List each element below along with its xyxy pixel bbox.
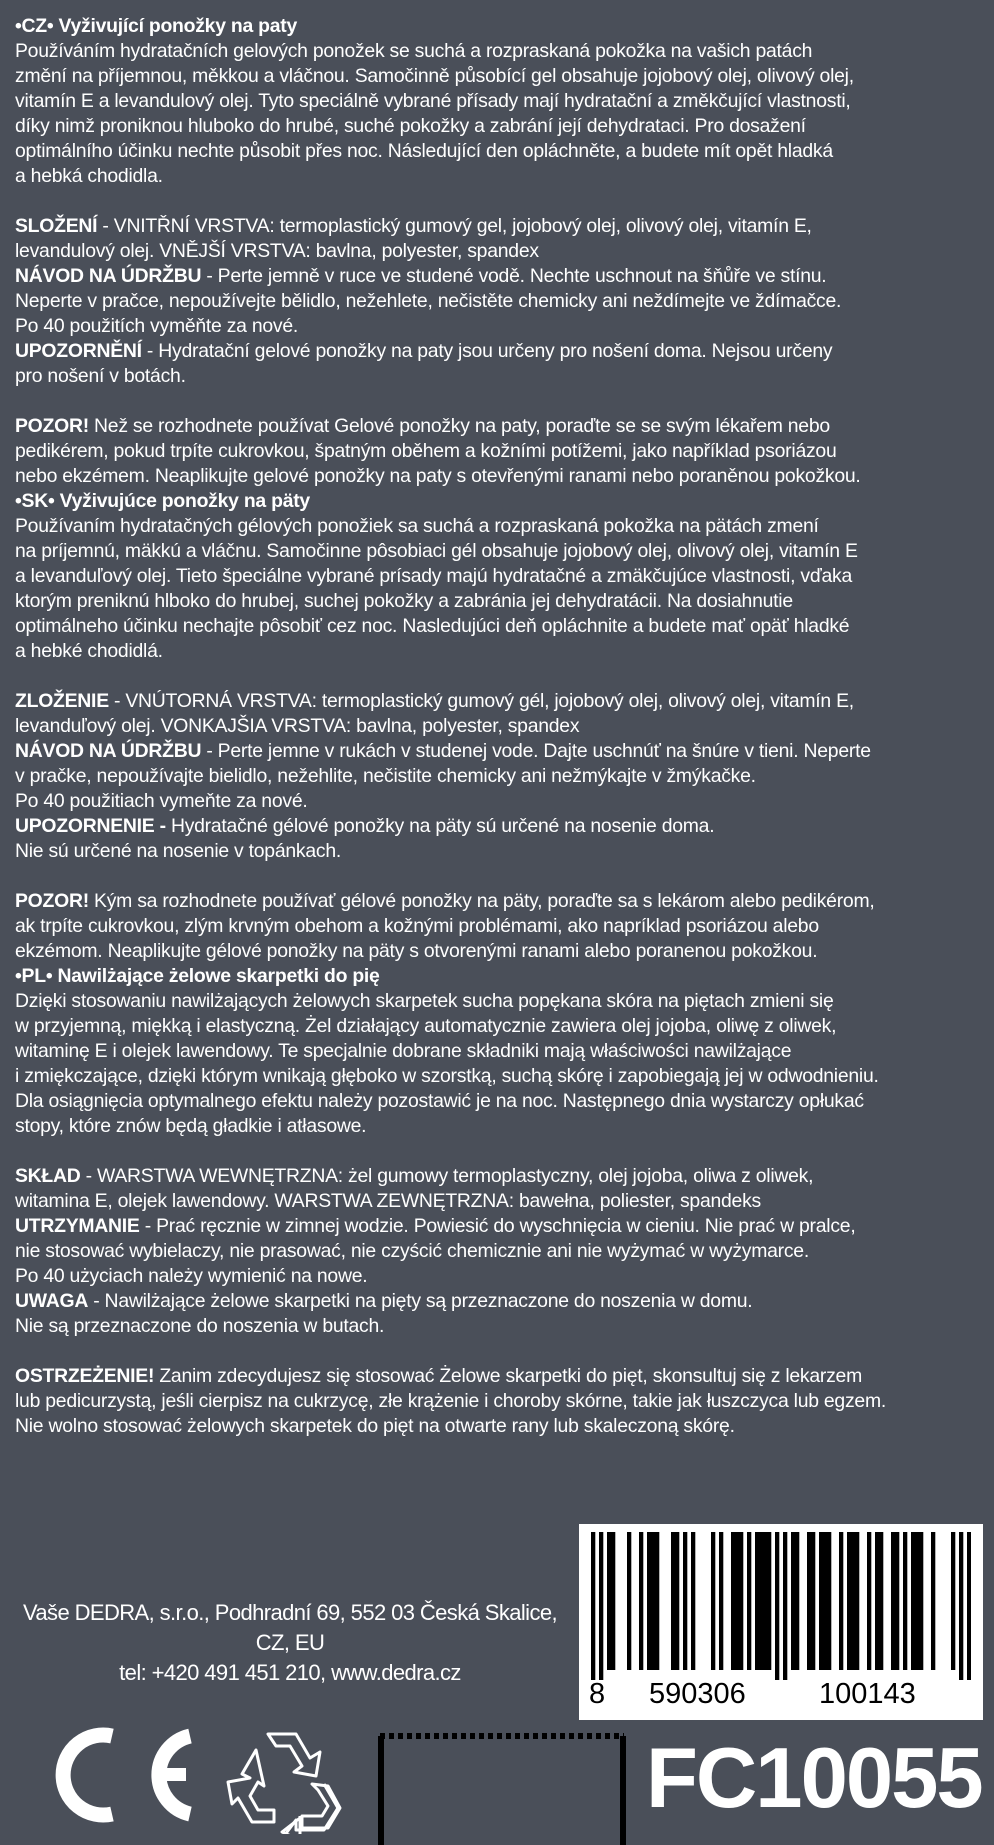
sk-composition-head: ZLOŽENIE [15,690,109,712]
ce-mark-icon [40,1720,200,1830]
pl-care-head: UTRZYMANIE [15,1215,140,1237]
barcode-bar [611,1532,615,1670]
cz-warning-head: POZOR! [15,415,89,437]
sk-warning: POZOR! Kým sa rozhodnete používať gélové ponožky na päty, poraďte sa s lekárom alebo pedikérom, ak trpíte cukrovkou, zlým krvným obehom a kožnými problémami, ako napríklad psoriázou alebo ekzémom. Neaplikujte gélové ponožky na päty s otvorenými ranami alebo poranenou pokožkou. [15,890,875,962]
pl-composition: SKŁAD - WARSTWA WEWNĘTRZNA: żel gumowy termoplastyczny, olej jojoba, oliwa z oliwek, witamina E, olejek lawendowy. WARSTWA ZEWNĘTRZNA: bawełna, poliester, spandeks [15,1165,814,1212]
barcode-bar [911,1532,915,1670]
barcode-bar [591,1532,595,1680]
barcode-bar [683,1532,687,1670]
barcode-bar [959,1532,963,1680]
barcode-bar [819,1532,823,1670]
cz-intro: Používáním hydratačních gelových ponožek se suchá a rozpraskaná pokožka na vašich patách změní na příjemnou, měkkou a vláčnou. Samočinně působící gel obsahuje jojobový olej, olivový olej, vitamín E a levandulový olej. Tyto speciálně vybrané přísady mají hydratační a změkčující vlastnosti, díky nimž proniknou hluboko do hrubé, suché pokožky a zabrání její dehydrataci. Pro dosažení optimálního účinku nechte působit přes noc. Následující den opláchněte, a budete mít opět hladká a hebká chodidla. [15,40,854,187]
pl-notice-head: UWAGA [15,1290,89,1312]
cz-care-head: NÁVOD NA ÚDRŽBU [15,265,202,287]
barcode-bar [759,1532,763,1670]
barcode-bar [811,1532,815,1670]
barcode [579,1524,983,1720]
barcode-bar [791,1532,795,1670]
barcode-bar [795,1532,799,1670]
barcode-bar [599,1532,603,1680]
pl-care: UTRZYMANIE - Prać ręcznie w zimnej wodzie. Powiesić do wyschnięcia w cieniu. Nie prać w pralce, nie stosować wybielaczy, nie prasować, nie czyścić chemicznie ani nie wyżymać w wyżymarce. Po 40 użyciach należy wymienić na nowe. [15,1215,856,1287]
sk-notice-head: UPOZORNENIE - [15,815,166,837]
barcode-bar [931,1532,935,1670]
barcode-bar [967,1532,971,1680]
barcode-bar [855,1532,859,1670]
barcode-bar [675,1532,679,1670]
dotted-frame-icon [378,1732,626,1845]
barcode-left-digits: 590306 [649,1678,746,1710]
sk-intro: Používaním hydratačných gélových ponožiek sa suchá a rozpraskaná pokožka na pätách zmení na príjemnú, mäkkú a vláčnu. Samočinne pôsobiaci gél obsahuje jojobový olej, olivový olej, vitamín E a levanduľový olej. Tieto špeciálne vybrané prísady majú hydratačné a zmäkčujúce vlastnosti, vďaka ktorým preniknú hlboko do hrubej, suchej pokožky a zabránia jej dehydratácii. Na dosiahnutie optimálneho účinku nechajte pôsobiť cez noc. Nasledujúci deň opláchnite a budete mať opäť hladké a hebké chodidlá. [15,515,858,662]
barcode-bar [891,1532,895,1670]
cz-composition: SLOŽENÍ - VNITŘNÍ VRSTVA: termoplastický gumový gel, jojobový olej, olivový olej, vitamín E, levandulový olej. VNĚJŠÍ VRSTVA: bavlna, polyester, spandex [15,215,812,262]
recycle-icon [224,1724,344,1834]
barcode-bar [775,1532,779,1680]
sk-warning-head: POZOR! [15,890,89,912]
barcode-bar [767,1532,771,1670]
pl-title: •PL• Nawilżające żelowe skarpetki do pię [15,965,380,987]
barcode-bar [895,1532,899,1670]
address-line-2: tel: +420 491 451 210, www.dedra.cz [119,1660,461,1685]
barcode-bar [711,1532,715,1670]
cz-notice: UPOZORNĚNÍ - Hydratační gelové ponožky na paty jsou určeny pro nošení doma. Nejsou určeny pro nošení v botách. [15,340,833,387]
barcode-bar [807,1532,811,1670]
barcode-bar [915,1532,919,1670]
pl-intro: Dzięki stosowaniu nawilżających żelowych skarpetek sucha popękana skóra na piętach zmieni się w przyjemną, miękką i elastyczną. Żel działający automatycznie zawiera olej jojoba, oliwę z oliwek, witaminę E i olejek lawendowy. Te specjalnie dobrane składniki mają właściwości nawilżające i zmiękczające, dzięki którym wnikają głęboko w szorstką, suchą skórę i zapobiegają jej w odwodnieniu. Dla osiągnięcia optymalnego efektu należy pozostawić je na noc. Następnego dnia wystarczy opłukać stopy, które znów będą gładkie i atłasowe. [15,990,879,1137]
cz-care: NÁVOD NA ÚDRŽBU - Perte jemně v ruce ve studené vodě. Nechte uschnout na šňůře ve stínu. Neperte v pračce, nepoužívejte bělidlo, nežehlete, nečistěte chemicky ani neždímejte ve ždímačce. Po 40 použitích vyměňte za nové. [15,265,842,337]
barcode-bar [739,1532,743,1670]
barcode-bar [607,1532,611,1670]
barcode-bar [919,1532,923,1670]
barcode-bar [847,1532,851,1670]
cz-composition-head: SLOŽENÍ [15,215,98,237]
barcode-bar [879,1532,883,1670]
sk-care: NÁVOD NA ÚDRŽBU - Perte jemne v rukách v studenej vode. Dajte uschnúť na šnúre v tieni. Neperte v pračke, nepoužívajte bielidlo, nežehlite, nečistite chemicky ani nežmýkajte v žmýkačke. Po 40 použitiach vymeňte za nové. [15,740,871,812]
barcode-bar [875,1532,879,1670]
cz-notice-head: UPOZORNĚNÍ [15,340,142,362]
barcode-bar [639,1532,643,1670]
sk-composition: ZLOŽENIE - VNÚTORNÁ VRSTVA: termoplastický gumový gél, jojobový olej, olivový olej, vitamín E, levanduľový olej. VONKAJŠIA VRSTVA: bavlna, polyester, spandex [15,690,854,737]
barcode-bar [731,1532,735,1670]
barcode-digits [579,1678,983,1714]
barcode-bar [867,1532,871,1670]
barcode-bar [839,1532,843,1670]
sk-title: •SK• Vyživujúce ponožky na päty [15,490,310,512]
barcode-right-digits: 100143 [819,1678,916,1710]
barcode-bar [651,1532,655,1670]
barcode-bar [719,1532,723,1670]
barcode-bar [903,1532,907,1670]
barcode-bar [627,1532,631,1670]
pl-composition-head: SKŁAD [15,1165,81,1187]
product-code: FC10055 [646,1731,982,1826]
barcode-bar [763,1532,767,1670]
sk-notice: UPOZORNENIE - Hydratačné gélové ponožky na päty sú určené na nosenie doma. Nie sú určené na nosenie v topánkach. [15,815,715,862]
barcode-first-digit: 8 [589,1678,606,1710]
barcode-bar [755,1532,759,1670]
barcode-bar [823,1532,827,1670]
barcode-bars [591,1532,971,1680]
pl-warning: OSTRZEŻENIE! Zanim zdecydujesz się stosować Żelowe skarpetki do pięt, skonsultuj się z lekarzem lub pedicurzystą, jeśli cierpisz na cukrzycę, złe krążenie i choroby skórne, takie jak łuszczyca lub egzem. Nie wolno stosować żelowych skarpetek do pięt na otwarte rany lub skaleczoną skórę. [15,1365,886,1437]
barcode-bar [671,1532,675,1670]
barcode-bar [735,1532,739,1670]
barcode-bar [647,1532,651,1670]
sk-care-head: NÁVOD NA ÚDRŽBU [15,740,202,762]
manufacturer-address [10,1598,570,1688]
barcode-bar [951,1532,955,1670]
address-line-1: Vaše DEDRA, s.r.o., Podhradní 69, 552 03 Česká Skalice, CZ, EU [22,1600,557,1655]
pl-warning-head: OSTRZEŻENIE! [15,1365,155,1387]
barcode-bar [783,1532,787,1680]
product-label-text [15,14,987,1439]
barcode-bar [827,1532,831,1670]
cz-title: •CZ• Vyživující ponožky na paty [15,15,298,37]
barcode-bar [747,1532,751,1670]
barcode-bar [851,1532,855,1670]
pl-notice: UWAGA - Nawilżające żelowe skarpetki na pięty są przeznaczone do noszenia w domu. Nie są przeznaczone do noszenia w butach. [15,1290,753,1337]
cz-warning: POZOR! Než se rozhodnete používat Gelové ponožky na paty, poraďte se se svým lékařem nebo pedikérem, pokud trpíte cukrovkou, špatným oběhem a kožními potížemi, jako například psoriázou nebo ekzémem. Neaplikujte gelové ponožky na paty s otevřenými ranami nebo poraněnou pokožkou. [15,415,861,487]
barcode-bar [655,1532,659,1670]
barcode-bar [691,1532,695,1670]
